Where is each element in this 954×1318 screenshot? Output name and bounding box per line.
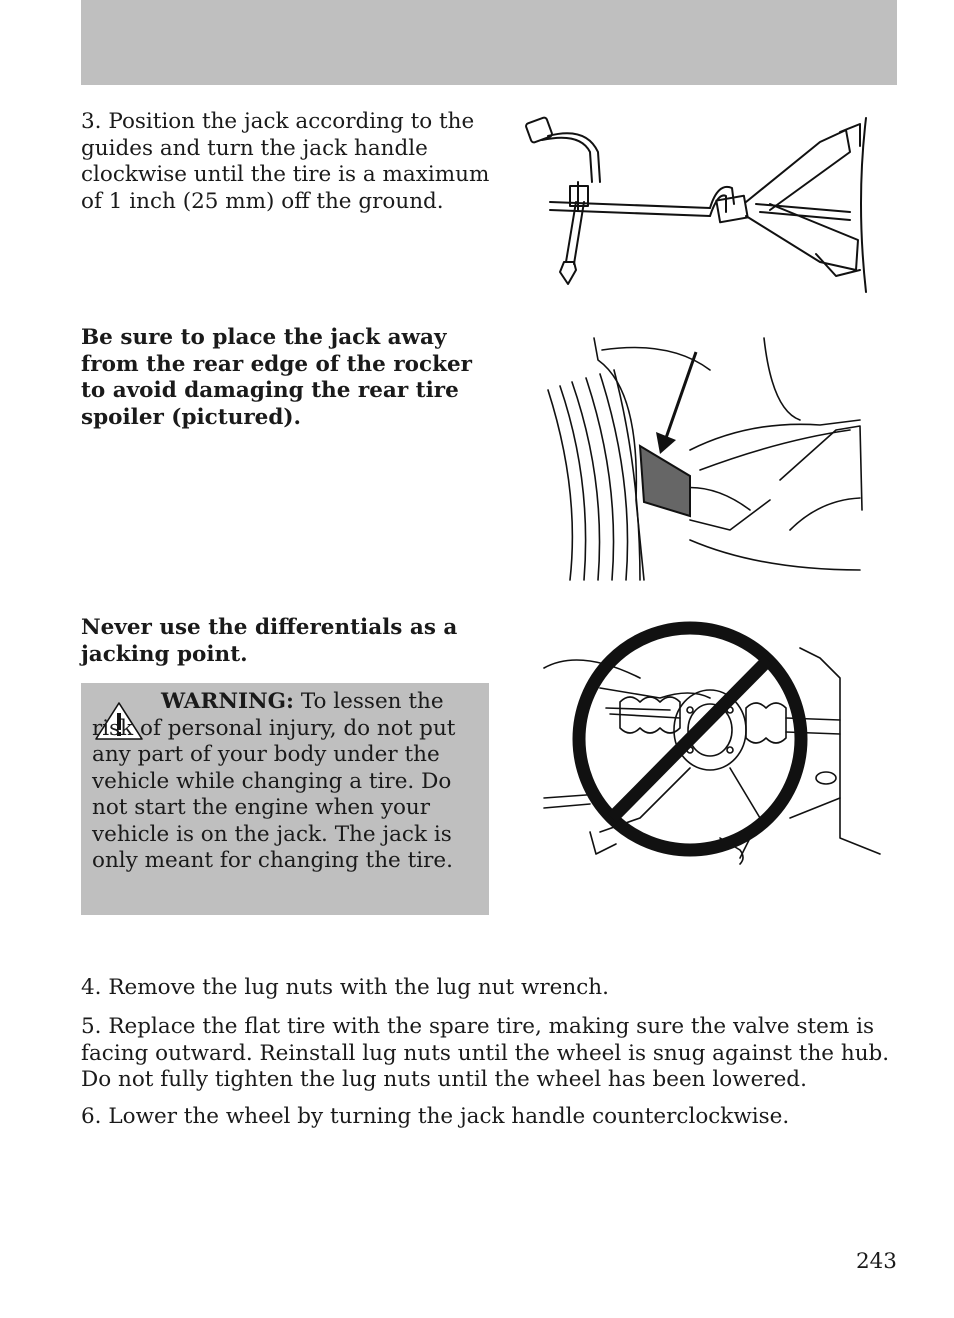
warning-label: WARNING: (161, 689, 294, 714)
step-6-text: 6. Lower the wheel by turning the jack handle counterclockwise. (81, 1104, 790, 1129)
warning-box (81, 683, 489, 915)
rear-spoiler-illustration (540, 330, 865, 590)
jack-handle-illustration (520, 112, 880, 302)
header-bar (81, 0, 897, 85)
page-number: 243 (855, 1249, 897, 1274)
warning-body: To lessen the risk of personal injury, do not put any part of your body under the vehicle while changing a tire. Do not start the engine when your vehicle is on the jack. The jack is only meant for changing the tire. (92, 689, 456, 873)
warning-text (92, 689, 484, 875)
differentials-note: Never use the differentials as a jacking point. (81, 615, 458, 667)
jack-placement-note: Be sure to place the jack away from the rear edge of the rocker to avoid damaging the rear tire spoiler (pictured). (81, 325, 472, 430)
differential-prohibited-illustration (540, 618, 880, 878)
step-3-text: 3. Position the jack according to the guides and turn the jack handle clockwise until the tire is a maximum of 1 inch (25 mm) off the ground. (81, 109, 490, 214)
step-4-text: 4. Remove the lug nuts with the lug nut wrench. (81, 975, 609, 1000)
step-5-text: 5. Replace the flat tire with the spare tire, making sure the valve stem is facing outward. Reinstall lug nuts until the wheel is snug against the hub. Do not fully tighten the lug nuts until the wheel has been lowered. (81, 1014, 890, 1092)
